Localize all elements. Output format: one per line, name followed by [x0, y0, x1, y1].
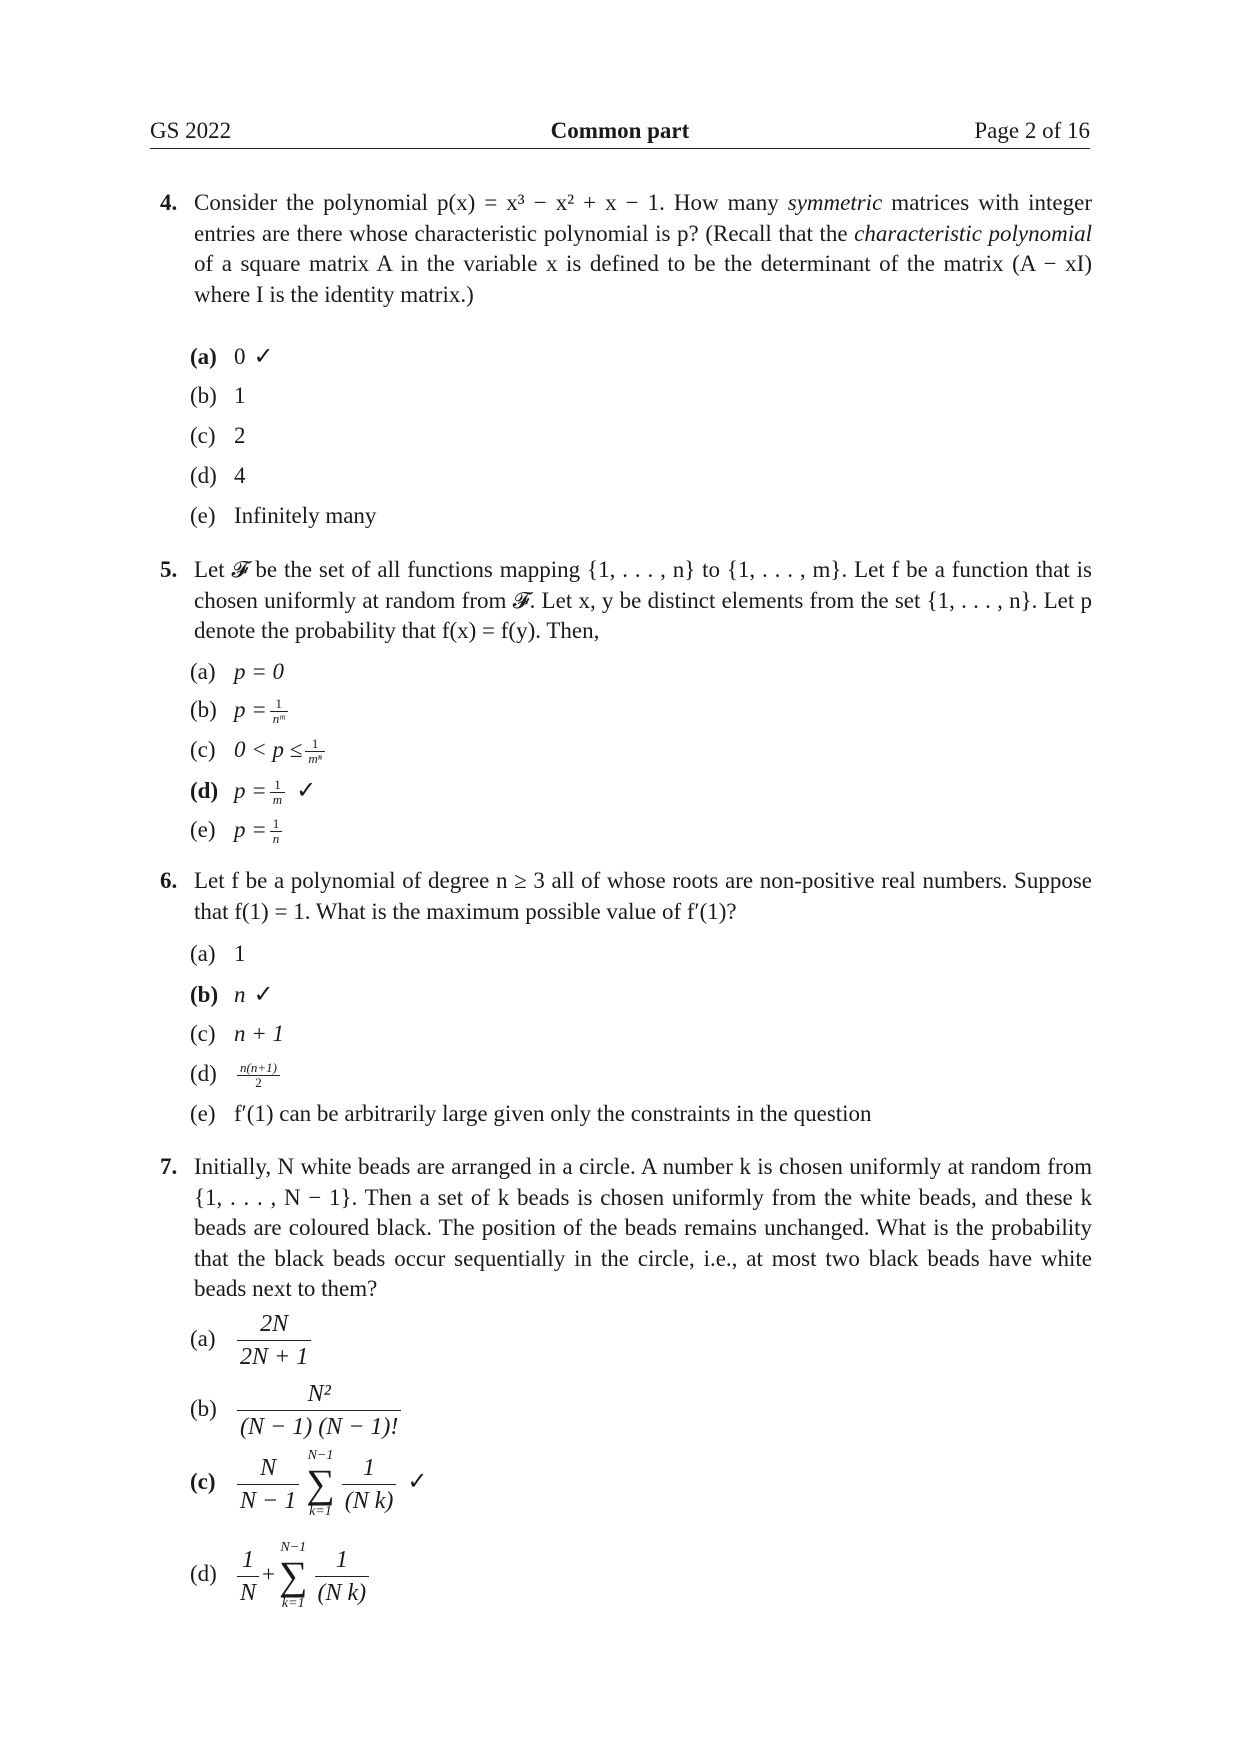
fraction-numerator: 1 [311, 736, 319, 752]
option-label: (d) [190, 1061, 217, 1086]
option-label: (b) [190, 1395, 217, 1421]
option-label: (d) [190, 1561, 217, 1587]
question-number: 6. [160, 868, 178, 893]
fraction-denominator: N − 1 [237, 1484, 299, 1517]
fraction-denominator: 2N + 1 [237, 1340, 311, 1373]
fraction-denominator: nᵐ [270, 711, 288, 726]
option-text: 4 [234, 463, 246, 488]
page-header [150, 114, 1090, 149]
question-text: Consider the polynomial p(x) = x³ − x² + x − 1. How many symmetric matrices with integer entries are there whose characteristic polynomial is p? (Recall that the characteristic polynomial of a square matrix A in the variable x is defined to be the determinant of the matrix (A − xI) where I is the identity matrix.) [194, 190, 1092, 307]
option-5a[interactable] [190, 658, 284, 686]
question-text: Initially, N white beads are arranged in a circle. A number k is chosen uniformly at random from {1, . . . , N − 1}. Then a set of k beads is chosen uniformly from the white beads, and these k beads are coloured black. The position of the beads remains unchanged. What is the probability that the black beads occur sequentially in the circle, i.e., at most two black beads have white beads next to them? [194, 1154, 1092, 1301]
option-7a[interactable] [190, 1308, 314, 1373]
fraction [237, 1378, 401, 1443]
fraction-numerator: 1 [242, 1546, 254, 1573]
option-7b[interactable] [190, 1378, 404, 1443]
question-number: 5. [160, 557, 178, 582]
option-label: (b) [190, 383, 217, 408]
option-text: n [234, 982, 246, 1007]
check-icon: ✓ [407, 1467, 428, 1496]
option-5b[interactable] [190, 696, 291, 726]
option-prefix: 0 < p ≤ [234, 737, 303, 762]
sigma-icon: ∑ [279, 1553, 308, 1598]
term-fraction [315, 1544, 370, 1609]
option-label: (e) [190, 1101, 216, 1126]
option-6d[interactable] [190, 1060, 283, 1090]
option-label: (a) [190, 344, 217, 369]
question-7 [160, 1152, 1092, 1305]
fraction-denominator: 2 [237, 1075, 280, 1090]
option-prefix: p = [234, 778, 267, 803]
question-number: 4. [160, 190, 178, 215]
summation [306, 1448, 335, 1520]
fraction-denominator: n [270, 831, 283, 846]
option-text: 1 [234, 383, 246, 408]
option-text: 2 [234, 423, 246, 448]
option-label: (c) [190, 1469, 216, 1495]
option-6e[interactable] [190, 1100, 872, 1128]
question-text: Let f be a polynomial of degree n ≥ 3 all of whose roots are non-positive real numbers. Suppose that f(1) = 1. What is the maximum possible value of f′(1)? [194, 868, 1092, 924]
option-label: (a) [190, 1325, 216, 1351]
option-5c[interactable] [190, 736, 328, 766]
option-label: (c) [190, 423, 216, 448]
option-label: (b) [190, 697, 217, 722]
sigma-icon: ∑ [306, 1461, 335, 1506]
question-text: Let 𝓕 be the set of all functions mapping {1, . . . , n} to {1, . . . , m}. Let f be a function that is chosen uniformly at random from 𝓕. Let x, y be distinct elements from the set {1, . . . , n}. Let p denote the probability that f(x) = f(y). Then, [194, 557, 1092, 643]
exam-code: GS 2022 [150, 118, 232, 143]
option-6c[interactable] [190, 1020, 284, 1048]
fraction [237, 1544, 259, 1609]
sum-lower-limit: k=1 [281, 1596, 305, 1611]
question-6 [160, 866, 1092, 927]
fraction [237, 1061, 280, 1090]
option-6a[interactable] [190, 940, 246, 968]
fraction [237, 1308, 311, 1373]
option-text: f′(1) can be arbitrarily large given only the constraints in the question [234, 1101, 872, 1126]
option-label: (d) [190, 463, 217, 488]
term-fraction [342, 1452, 397, 1517]
option-text: 0 [234, 344, 246, 369]
option-7c[interactable] [190, 1448, 427, 1520]
option-prefix: p = [234, 697, 267, 722]
option-6b[interactable] [190, 980, 274, 1009]
fraction-denominator: m [270, 792, 285, 807]
option-text: 1 [234, 941, 246, 966]
fraction-numerator: N [260, 1454, 277, 1481]
option-4a[interactable] [190, 342, 274, 371]
option-label: (a) [190, 659, 216, 684]
fraction [237, 1452, 299, 1517]
option-5e[interactable] [190, 816, 285, 846]
option-4c[interactable] [190, 422, 246, 450]
option-label: (d) [190, 778, 219, 803]
option-4e[interactable] [190, 502, 376, 530]
fraction-denominator: (N − 1) (N − 1)! [237, 1410, 401, 1443]
check-icon: ✓ [253, 980, 274, 1008]
option-4b[interactable] [190, 382, 246, 410]
page-number: Page 2 of 16 [974, 118, 1090, 143]
plus-sign: + [262, 1561, 275, 1587]
fraction [270, 778, 285, 807]
option-text: n + 1 [234, 1021, 285, 1046]
option-prefix: p = [234, 817, 267, 842]
sum-upper-limit: N−1 [280, 1540, 307, 1555]
question-5 [160, 555, 1092, 647]
option-label: (c) [190, 1021, 216, 1046]
fraction-denominator: (N k) [342, 1484, 397, 1517]
option-label: (e) [190, 503, 216, 528]
option-7d[interactable] [190, 1540, 372, 1612]
fraction-numerator: 1 [274, 777, 281, 793]
summation [279, 1540, 308, 1612]
fraction-numerator: N² [307, 1381, 331, 1407]
fraction [270, 697, 288, 726]
option-5d[interactable] [190, 776, 316, 807]
fraction-numerator: 2N [260, 1311, 289, 1337]
fraction-denominator: mⁿ [305, 751, 324, 766]
question-4 [160, 188, 1092, 310]
option-text: Infinitely many [234, 503, 377, 528]
fraction-numerator: 1 [275, 696, 282, 712]
option-label: (a) [190, 941, 216, 966]
check-icon: ✓ [296, 776, 317, 804]
check-icon: ✓ [253, 342, 274, 370]
fraction-denominator: (N k) [315, 1576, 370, 1609]
option-text: p = 0 [234, 659, 285, 684]
option-label: (c) [190, 737, 216, 762]
fraction-numerator: 1 [363, 1454, 376, 1481]
option-label: (b) [190, 982, 219, 1007]
fraction-numerator: 1 [272, 816, 280, 832]
sum-upper-limit: N−1 [307, 1448, 334, 1463]
question-number: 7. [160, 1154, 178, 1179]
fraction [305, 737, 324, 766]
option-label: (e) [190, 817, 216, 842]
section-title: Common part [550, 118, 690, 143]
fraction-numerator: 1 [335, 1546, 348, 1573]
option-4d[interactable] [190, 462, 246, 490]
fraction [270, 817, 283, 846]
fraction-numerator: n(n+1) [240, 1060, 277, 1076]
sum-lower-limit: k=1 [309, 1504, 332, 1519]
fraction-denominator: N [237, 1576, 259, 1609]
